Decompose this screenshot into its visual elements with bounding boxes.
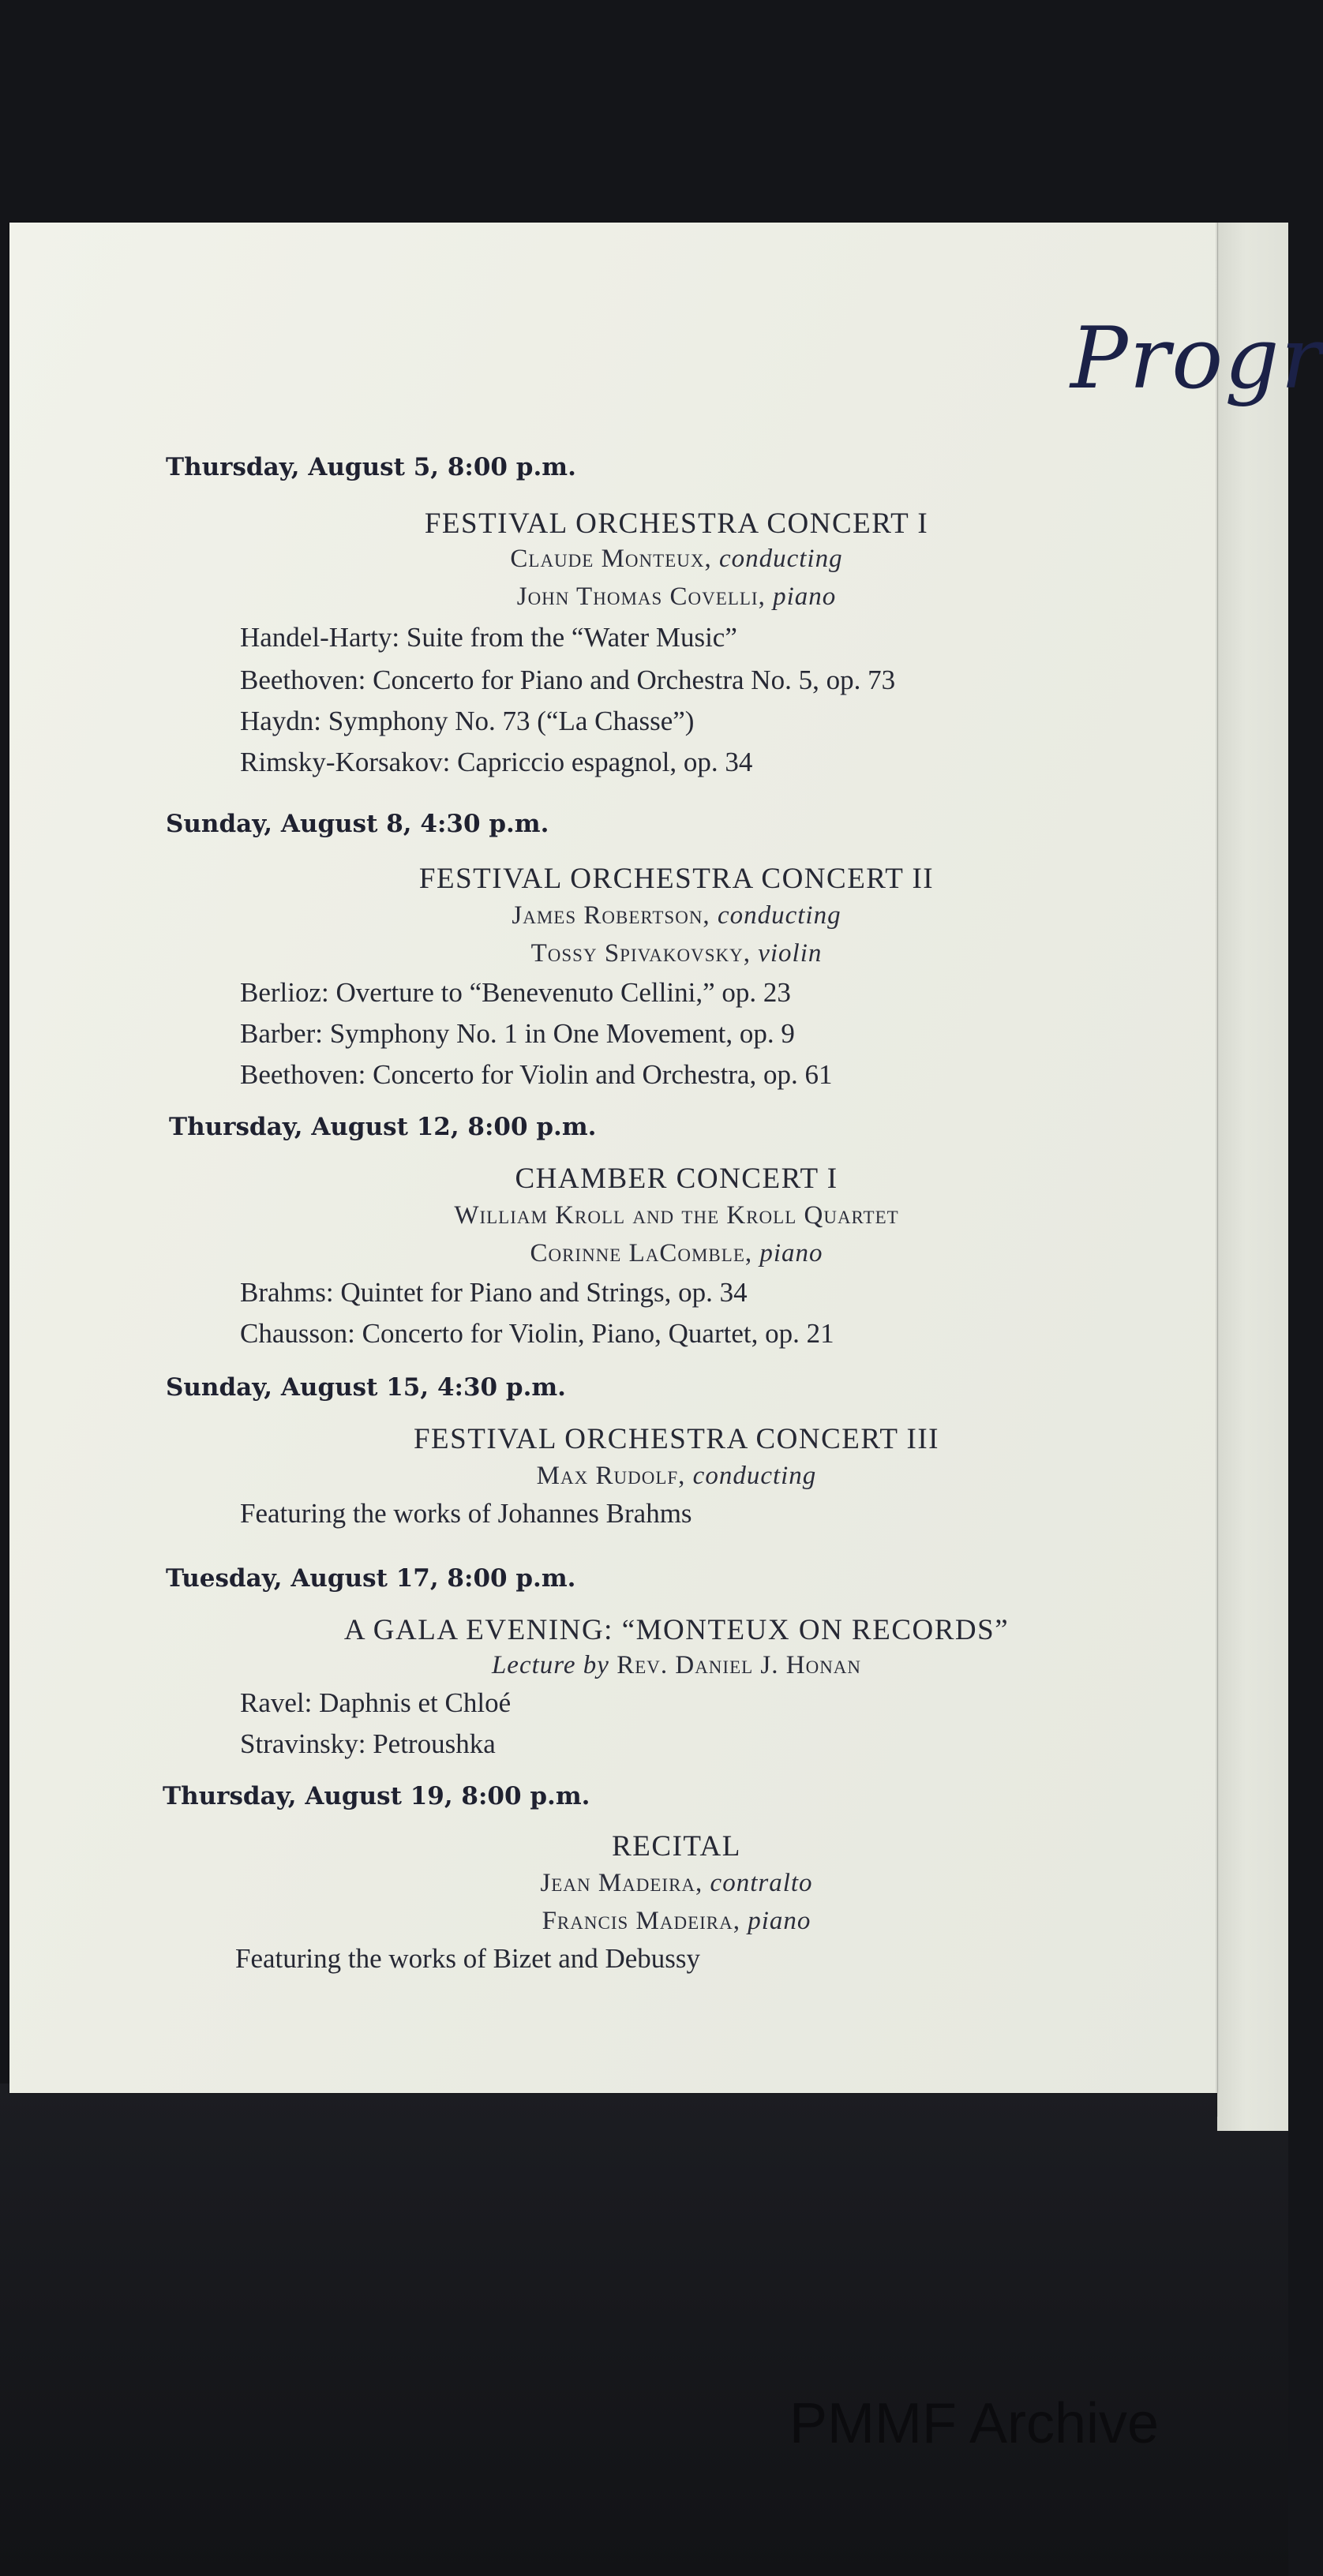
- event-date: Sunday, August 8, 4:30 p.m.: [166, 810, 549, 838]
- event-date: Thursday, August 5, 8:00 p.m.: [166, 453, 576, 481]
- lecture-line: [175, 1651, 1178, 1680]
- program-item: Haydn: Symphony No. 73 (“La Chasse”): [240, 706, 695, 736]
- event-heading: FESTIVAL ORCHESTRA CONCERT III: [413, 1423, 939, 1455]
- program-item: Featuring the works of Bizet and Debussy: [235, 1943, 701, 1974]
- lecture-prefix: Lecture by: [491, 1651, 609, 1679]
- performer-name: Corinne LaComble,: [530, 1239, 753, 1267]
- performer-line: [175, 1462, 1178, 1491]
- event-date: Tuesday, August 17, 8:00 p.m.: [166, 1564, 576, 1593]
- event-heading: CHAMBER CONCERT I: [515, 1163, 838, 1195]
- performer-line: [175, 901, 1178, 930]
- performer-line: [175, 1239, 1178, 1268]
- performer-name: William Kroll and the Kroll Quartet: [454, 1201, 899, 1230]
- program-item: Beethoven: Concerto for Piano and Orchestra No. 5, op. 73: [240, 665, 896, 695]
- dark-backdrop: [0, 2084, 1288, 2576]
- fold-crease: [1216, 223, 1218, 2117]
- performer-role: piano: [773, 582, 837, 611]
- program-item: Barber: Symphony No. 1 in One Movement, op. 9: [240, 1018, 795, 1049]
- program-item: Handel-Harty: Suite from the “Water Music”: [240, 622, 737, 653]
- program-item: Featuring the works of Johannes Brahms: [240, 1498, 692, 1529]
- performer-line: [175, 1907, 1178, 1936]
- watermark: PMMF Archive: [789, 2392, 1160, 2455]
- event-date: Thursday, August 19, 8:00 p.m.: [163, 1782, 590, 1810]
- program-item: Beethoven: Concerto for Violin and Orchestra, op. 61: [240, 1059, 833, 1090]
- performer-role: piano: [759, 1239, 823, 1267]
- program-left-panel: [9, 223, 1217, 2093]
- performer-line: [175, 1869, 1178, 1898]
- performer-name: Max Rudolf,: [536, 1462, 686, 1490]
- performer-line: [175, 1201, 1178, 1230]
- performer-role: conducting: [717, 901, 841, 930]
- performer-name: Tossy Spivakovsky,: [530, 939, 751, 968]
- performer-line: [175, 582, 1178, 612]
- event-heading: RECITAL: [612, 1830, 741, 1863]
- performer-line: [175, 939, 1178, 968]
- program-item: Berlioz: Overture to “Benevenuto Cellini,” op. 23: [240, 977, 791, 1008]
- program-right-panel: [1217, 223, 1288, 2131]
- event-heading: A GALA EVENING: “MONTEUX ON RECORDS”: [343, 1614, 1010, 1646]
- performer-name: John Thomas Covelli,: [516, 582, 766, 611]
- event-heading: FESTIVAL ORCHESTRA CONCERT I: [424, 507, 929, 540]
- performer-role: conducting: [692, 1462, 817, 1490]
- event-date: Sunday, August 15, 4:30 p.m.: [166, 1373, 566, 1402]
- performer-role: contralto: [710, 1869, 813, 1897]
- performer-name: Claude Monteux,: [510, 545, 712, 573]
- performer-role: violin: [758, 939, 823, 968]
- performer-name: James Robertson,: [512, 901, 710, 930]
- event-date: Thursday, August 12, 8:00 p.m.: [169, 1113, 597, 1141]
- program-item: Stravinsky: Petroushka: [240, 1728, 496, 1759]
- program-title: Progr: [1070, 309, 1323, 408]
- performer-role: piano: [748, 1907, 811, 1935]
- performer-role: conducting: [718, 545, 843, 573]
- event-heading: FESTIVAL ORCHESTRA CONCERT II: [418, 863, 935, 895]
- program-item: Rimsky-Korsakov: Capriccio espagnol, op. 34: [240, 747, 753, 777]
- performer-name: Francis Madeira,: [542, 1907, 740, 1935]
- program-item: Ravel: Daphnis et Chloé: [240, 1687, 512, 1718]
- program-item: Chausson: Concerto for Violin, Piano, Quartet, op. 21: [240, 1318, 834, 1349]
- program-item: Brahms: Quintet for Piano and Strings, op. 34: [240, 1277, 748, 1308]
- lecturer-name: Rev. Daniel J. Honan: [617, 1651, 862, 1679]
- performer-name: Jean Madeira,: [540, 1869, 703, 1897]
- performer-line: [175, 545, 1178, 574]
